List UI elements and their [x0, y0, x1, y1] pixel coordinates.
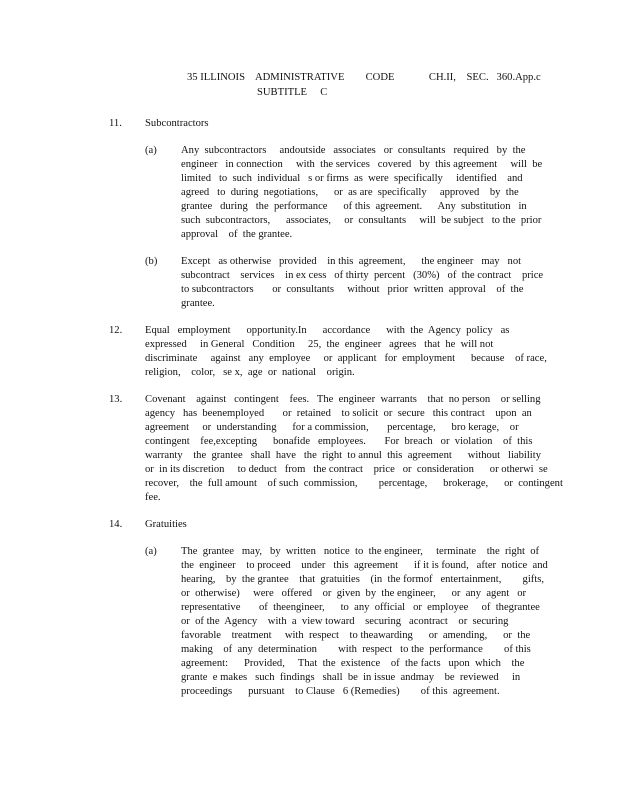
text-line: agency has beenemployed or retained to solicit or secure this contract upon an — [145, 408, 532, 419]
item-text — [181, 255, 543, 311]
text-line: expressed in General Condition 25, the engineer agrees that he will not — [145, 339, 494, 350]
text-line: proceedings pursuant to Clause 6 (Remedies) of this agreement. — [181, 686, 500, 697]
section-title: Gratuities — [145, 519, 187, 530]
section-number: 13. — [109, 394, 123, 405]
text-line: to subcontractors or consultants without prior written approval of the — [181, 284, 524, 295]
section-title: Subcontractors — [145, 118, 209, 129]
section-text — [145, 393, 563, 505]
header-line-1: 35 ILLINOIS ADMINISTRATIVE CODE CH.II, SEC. 360.App.c — [187, 72, 541, 83]
text-line: limited to such individual s or firms as were specifically identified and — [181, 173, 523, 184]
text-line: representative of theengineer, to any official or employee of thegrantee — [181, 602, 540, 613]
item-text — [181, 144, 542, 242]
header-line-2: SUBTITLE C — [257, 87, 328, 98]
item-label: (b) — [145, 256, 158, 267]
text-line: The grantee may, by written notice to the engineer, terminate the right of — [181, 546, 540, 557]
text-line: hearing, by the grantee that gratuities (in the formof entertainment, gifts, — [181, 574, 545, 585]
text-line: contingent fee,excepting bonafide employees. For breach or violation of this — [145, 436, 533, 447]
text-line: agreement: Provided, That the existence of the facts upon which the — [181, 658, 525, 669]
section-number: 14. — [109, 519, 123, 530]
text-line: religion, color, se x, age or national origin. — [145, 367, 355, 378]
text-line: fee. — [145, 492, 161, 503]
text-line: grantee during the performance of this agreement. Any substitution in — [181, 201, 527, 212]
section-number: 11. — [109, 118, 122, 129]
text-line: recover, the full amount of such commission, percentage, brokerage, or contingent — [145, 478, 563, 489]
text-line: or of the Agency with a view toward securing acontract or securing — [181, 616, 509, 627]
text-line: the engineer to proceed under this agreement if it is found, after notice and — [181, 560, 548, 571]
text-line: making of any determination with respect to the performance of this — [181, 644, 531, 655]
text-line: Except as otherwise provided in this agreement, the engineer may not — [181, 256, 522, 267]
text-line: Any subcontractors andoutside associates or consultants required by the — [181, 145, 526, 156]
section-text — [145, 324, 547, 380]
text-line: favorable treatment with respect to theawarding or amending, or the — [181, 630, 531, 641]
section-number: 12. — [109, 325, 123, 336]
text-line: or otherwise) were offered or given by the engineer, or any agent or — [181, 588, 527, 599]
text-line: grante e makes such findings shall be in issue andmay be reviewed in — [181, 672, 521, 683]
text-line: or in its discretion to deduct from the contract price or consideration or otherwi se — [145, 464, 548, 475]
text-line: grantee. — [181, 298, 215, 309]
text-line: agreed to during negotiations, or as are specifically approved by the — [181, 187, 519, 198]
text-line: subcontract services in ex cess of thirty percent (30%) of the contract price — [181, 270, 544, 281]
text-line: Covenant against contingent fees. The engineer warrants that no person or selling — [145, 394, 541, 405]
text-line: approval of the grantee. — [181, 229, 293, 240]
item-label: (a) — [145, 546, 157, 557]
text-line: discriminate against any employee or applicant for employment because of race, — [145, 353, 547, 364]
text-line: Equal employment opportunity.In accordance with the Agency policy as — [145, 325, 510, 336]
item-text — [181, 545, 548, 699]
text-line: warranty the grantee shall have the right to annul this agreement without liability — [145, 450, 541, 461]
text-line: engineer in connection with the services covered by this agreement will be — [181, 159, 543, 170]
item-label: (a) — [145, 145, 157, 156]
text-line: such subcontractors, associates, or consultants will be subject to the prior — [181, 215, 542, 226]
text-line: agreement or understanding for a commission, percentage, bro kerage, or — [145, 422, 519, 433]
